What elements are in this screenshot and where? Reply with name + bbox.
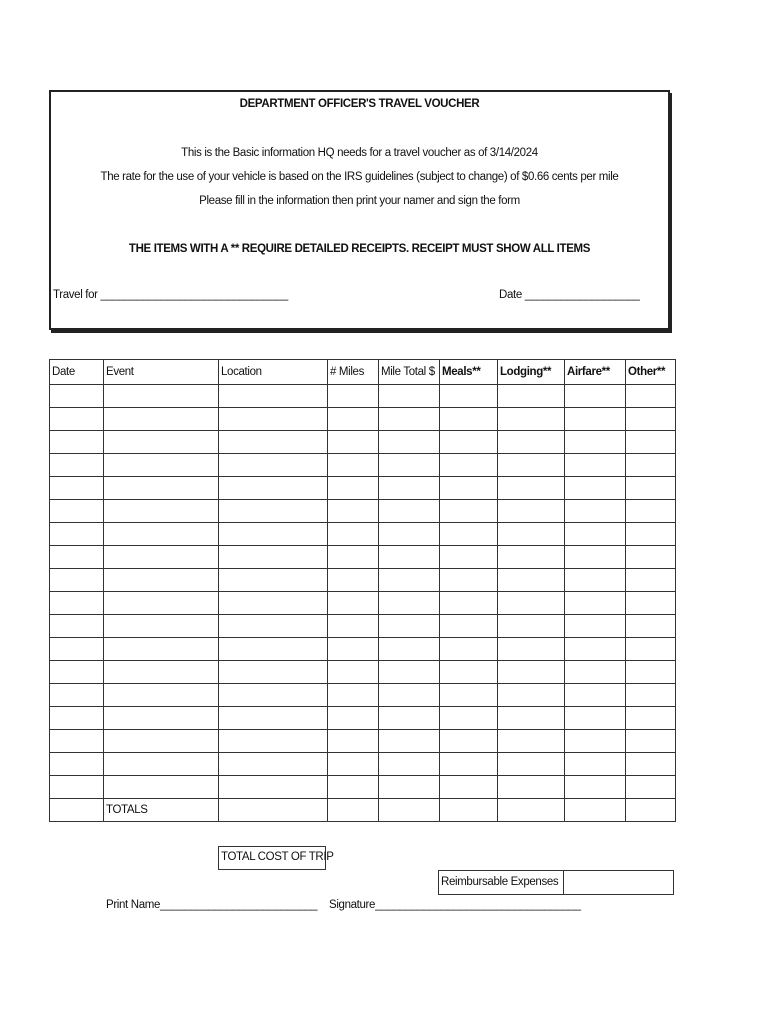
cell-mile-total[interactable] [379,638,440,661]
cell-date[interactable] [50,408,104,431]
table-row [50,661,676,684]
cell-location[interactable] [219,500,328,523]
cell-other[interactable] [626,753,676,776]
reimbursable-expenses-value[interactable] [564,871,673,894]
totals-label: TOTALS [104,799,219,822]
cell-event[interactable] [104,615,219,638]
col-header-lodging: Lodging** [498,360,565,385]
cell-date[interactable] [50,500,104,523]
cell-lodging[interactable] [498,707,565,730]
cell-airfare[interactable] [565,615,626,638]
cell-event[interactable] [104,385,219,408]
cell-other[interactable] [626,385,676,408]
col-header-meals: Meals** [440,360,498,385]
total-date [50,799,104,822]
cell-mile-total[interactable] [379,385,440,408]
cell-mile-total[interactable] [379,615,440,638]
cell-lodging[interactable] [498,569,565,592]
cell-event[interactable] [104,661,219,684]
cell-date[interactable] [50,385,104,408]
col-header-location: Location [219,360,328,385]
cell-airfare[interactable] [565,661,626,684]
cell-meals[interactable] [440,569,498,592]
cell-other[interactable] [626,661,676,684]
cell-airfare[interactable] [565,477,626,500]
cell-miles[interactable] [328,753,379,776]
cell-event[interactable] [104,592,219,615]
cell-meals[interactable] [440,546,498,569]
cell-other[interactable] [626,431,676,454]
cell-airfare[interactable] [565,408,626,431]
cell-airfare[interactable] [565,638,626,661]
cell-meals[interactable] [440,753,498,776]
table-row [50,638,676,661]
cell-date[interactable] [50,661,104,684]
table-row [50,408,676,431]
cell-other[interactable] [626,454,676,477]
cell-location[interactable] [219,569,328,592]
cell-miles[interactable] [328,684,379,707]
table-row [50,454,676,477]
cell-miles[interactable] [328,592,379,615]
cell-date[interactable] [50,431,104,454]
table-row [50,500,676,523]
cell-date[interactable] [50,454,104,477]
cell-lodging[interactable] [498,638,565,661]
cell-mile-total[interactable] [379,730,440,753]
expense-table [49,359,676,822]
cell-lodging[interactable] [498,477,565,500]
cell-mile-total[interactable] [379,500,440,523]
cell-lodging[interactable] [498,546,565,569]
cell-mile-total[interactable] [379,569,440,592]
cell-miles[interactable] [328,707,379,730]
cell-location[interactable] [219,638,328,661]
cell-miles[interactable] [328,454,379,477]
cell-airfare[interactable] [565,707,626,730]
cell-airfare[interactable] [565,385,626,408]
table-row [50,776,676,799]
cell-mile-total[interactable] [379,684,440,707]
totals-row [50,799,676,822]
cell-airfare[interactable] [565,546,626,569]
print-name-field[interactable]: Print Name__________________________ [106,899,318,911]
cell-date[interactable] [50,638,104,661]
cell-meals[interactable] [440,454,498,477]
table-row [50,684,676,707]
cell-location[interactable] [219,615,328,638]
cell-mile-total[interactable] [379,546,440,569]
table-header-row [50,360,676,385]
cell-lodging[interactable] [498,523,565,546]
cell-other[interactable] [626,707,676,730]
cell-miles[interactable] [328,500,379,523]
table-row [50,431,676,454]
cell-mile-total[interactable] [379,753,440,776]
cell-meals[interactable] [440,523,498,546]
cell-other[interactable] [626,500,676,523]
cell-miles[interactable] [328,569,379,592]
cell-date[interactable] [50,707,104,730]
cell-other[interactable] [626,546,676,569]
cell-mile-total[interactable] [379,592,440,615]
cell-event[interactable] [104,408,219,431]
cell-location[interactable] [219,753,328,776]
travel-for-field[interactable]: Travel for _______________________________ [53,289,288,301]
cell-lodging[interactable] [498,684,565,707]
cell-location[interactable] [219,477,328,500]
cell-lodging[interactable] [498,615,565,638]
cell-event[interactable] [104,730,219,753]
col-header-airfare: Airfare** [565,360,626,385]
col-header-other: Other** [626,360,676,385]
cell-event[interactable] [104,776,219,799]
cell-airfare[interactable] [565,684,626,707]
cell-meals[interactable] [440,500,498,523]
cell-mile-total[interactable] [379,523,440,546]
reimbursable-expenses-label: Reimbursable Expenses [439,871,564,894]
cell-lodging[interactable] [498,385,565,408]
cell-date[interactable] [50,546,104,569]
col-header-event: Event [104,360,219,385]
cell-miles[interactable] [328,523,379,546]
cell-location[interactable] [219,592,328,615]
cell-other[interactable] [626,477,676,500]
cell-other[interactable] [626,523,676,546]
cell-mile-total[interactable] [379,454,440,477]
cell-location[interactable] [219,776,328,799]
cell-meals[interactable] [440,776,498,799]
cell-location[interactable] [219,454,328,477]
cell-date[interactable] [50,730,104,753]
cell-other[interactable] [626,684,676,707]
cell-location[interactable] [219,707,328,730]
table-row [50,546,676,569]
cell-meals[interactable] [440,592,498,615]
total-meals[interactable] [440,799,498,822]
cell-location[interactable] [219,661,328,684]
cell-miles[interactable] [328,385,379,408]
cell-event[interactable] [104,431,219,454]
cell-location[interactable] [219,385,328,408]
cell-date[interactable] [50,477,104,500]
cell-airfare[interactable] [565,776,626,799]
total-cost-label: TOTAL COST OF TRIP [218,846,326,870]
cell-meals[interactable] [440,615,498,638]
cell-airfare[interactable] [565,454,626,477]
cell-other[interactable] [626,730,676,753]
col-header-mile-total: Mile Total $ [379,360,440,385]
cell-event[interactable] [104,684,219,707]
cell-event[interactable] [104,500,219,523]
cell-meals[interactable] [440,684,498,707]
cell-miles[interactable] [328,661,379,684]
cell-airfare[interactable] [565,753,626,776]
cell-airfare[interactable] [565,500,626,523]
cell-airfare[interactable] [565,730,626,753]
cell-other[interactable] [626,408,676,431]
cell-event[interactable] [104,454,219,477]
total-other[interactable] [626,799,676,822]
cell-mile-total[interactable] [379,776,440,799]
table-row [50,477,676,500]
mileage-rate-line: The rate for the use of your vehicle is based on the IRS guidelines (subject to change) of $0.66 cents per mile [100,171,619,183]
table-row [50,523,676,546]
cell-lodging[interactable] [498,753,565,776]
cell-meals[interactable] [440,385,498,408]
cell-mile-total[interactable] [379,431,440,454]
cell-date[interactable] [50,753,104,776]
cell-lodging[interactable] [498,661,565,684]
cell-miles[interactable] [328,730,379,753]
cell-other[interactable] [626,615,676,638]
cell-mile-total[interactable] [379,661,440,684]
cell-meals[interactable] [440,707,498,730]
cell-event[interactable] [104,638,219,661]
cell-date[interactable] [50,523,104,546]
cell-meals[interactable] [440,431,498,454]
receipts-notice: THE ITEMS WITH A ** REQUIRE DETAILED RECEIPTS. RECEIPT MUST SHOW ALL ITEMS [128,243,591,255]
total-airfare[interactable] [565,799,626,822]
info-line-1: This is the Basic information HQ needs for a travel voucher as of 3/14/2024 [181,147,538,159]
table-row [50,615,676,638]
cell-other[interactable] [626,638,676,661]
col-header-date: Date [50,360,104,385]
voucher-header [49,90,670,330]
date-field[interactable]: Date ___________________ [499,289,640,301]
cell-event[interactable] [104,523,219,546]
total-mile-total[interactable] [379,799,440,822]
instructions-line: Please fill in the information then print your namer and sign the form [199,195,520,207]
cell-meals[interactable] [440,730,498,753]
cell-other[interactable] [626,776,676,799]
cell-date[interactable] [50,592,104,615]
cell-lodging[interactable] [498,500,565,523]
cell-airfare[interactable] [565,569,626,592]
cell-miles[interactable] [328,615,379,638]
cell-date[interactable] [50,569,104,592]
cell-event[interactable] [104,753,219,776]
cell-event[interactable] [104,707,219,730]
cell-miles[interactable] [328,638,379,661]
cell-lodging[interactable] [498,454,565,477]
cell-lodging[interactable] [498,408,565,431]
cell-location[interactable] [219,431,328,454]
cell-meals[interactable] [440,477,498,500]
cell-lodging[interactable] [498,431,565,454]
cell-event[interactable] [104,477,219,500]
cell-date[interactable] [50,776,104,799]
cell-event[interactable] [104,546,219,569]
cell-mile-total[interactable] [379,477,440,500]
table-row [50,569,676,592]
cell-location[interactable] [219,546,328,569]
table-row [50,707,676,730]
cell-location[interactable] [219,730,328,753]
cell-lodging[interactable] [498,776,565,799]
cell-meals[interactable] [440,408,498,431]
cell-date[interactable] [50,684,104,707]
col-header-miles: # Miles [328,360,379,385]
cell-airfare[interactable] [565,592,626,615]
cell-date[interactable] [50,615,104,638]
table-row [50,592,676,615]
cell-location[interactable] [219,684,328,707]
cell-miles[interactable] [328,477,379,500]
cell-mile-total[interactable] [379,707,440,730]
cell-location[interactable] [219,408,328,431]
cell-mile-total[interactable] [379,408,440,431]
cell-meals[interactable] [440,638,498,661]
total-location [219,799,328,822]
cell-other[interactable] [626,569,676,592]
table-row [50,730,676,753]
table-row [50,385,676,408]
voucher-title: DEPARTMENT OFFICER'S TRAVEL VOUCHER [239,98,480,110]
signature-field[interactable]: Signature__________________________________ [329,899,581,911]
cell-miles[interactable] [328,408,379,431]
cell-other[interactable] [626,592,676,615]
reimbursable-expenses-box [438,870,674,895]
cell-airfare[interactable] [565,431,626,454]
cell-airfare[interactable] [565,523,626,546]
cell-miles[interactable] [328,431,379,454]
cell-lodging[interactable] [498,730,565,753]
cell-lodging[interactable] [498,592,565,615]
cell-miles[interactable] [328,776,379,799]
total-lodging[interactable] [498,799,565,822]
cell-location[interactable] [219,523,328,546]
table-row [50,753,676,776]
cell-event[interactable] [104,569,219,592]
cell-meals[interactable] [440,661,498,684]
cell-miles[interactable] [328,546,379,569]
total-miles[interactable] [328,799,379,822]
